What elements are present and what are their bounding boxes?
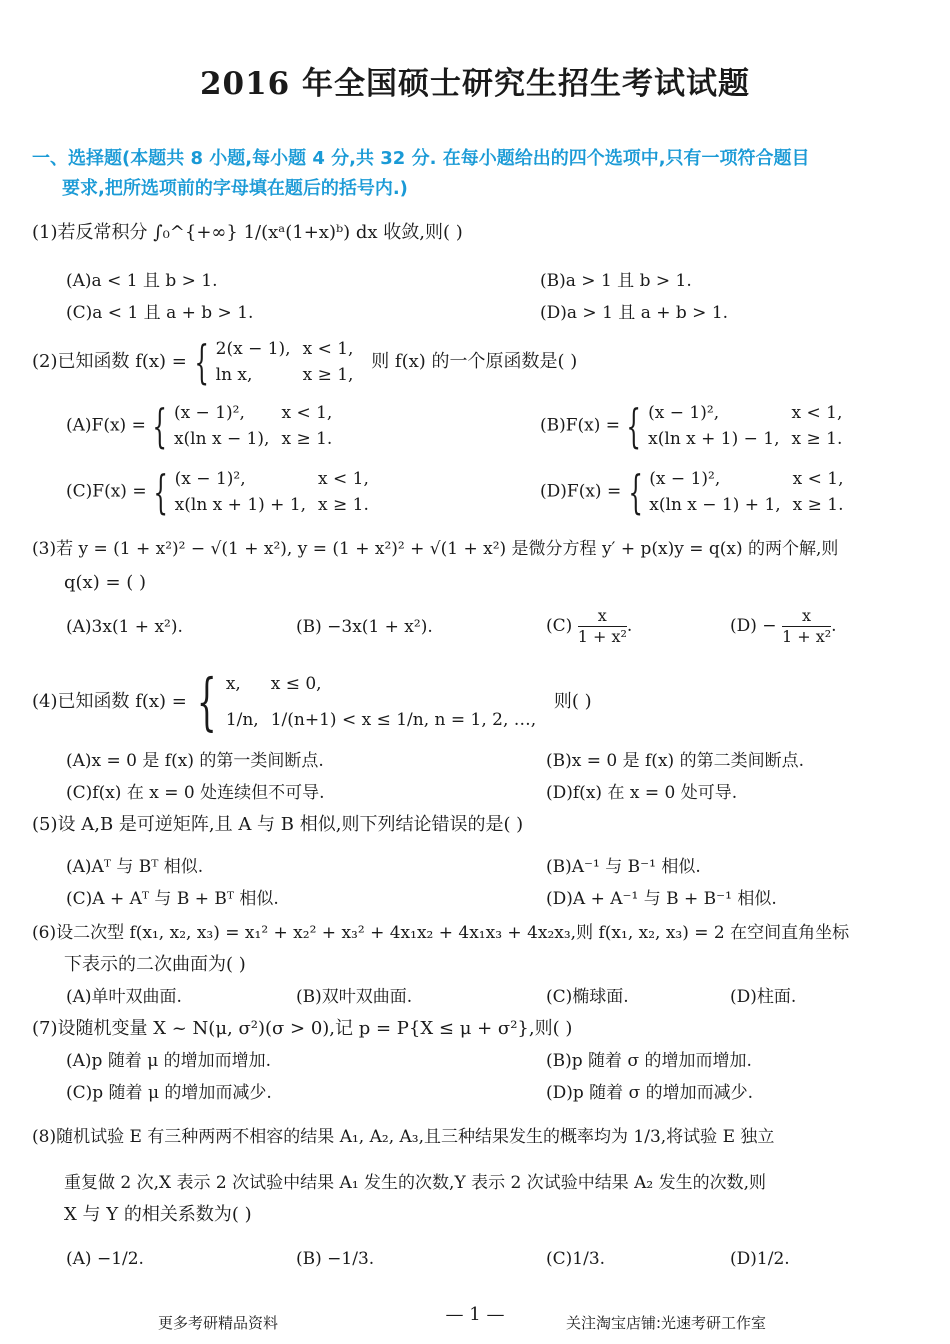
case-cond: x ≥ 1. <box>318 495 369 515</box>
q7-option-c: (C)p 随着 μ 的增加而减少. <box>66 1083 272 1103</box>
question-8-stem-line-3: X 与 Y 的相关系数为( ) <box>64 1204 252 1225</box>
question-3-stem-line-1: (3)若 y = (1 + x²)² − √(1 + x²), y = (1 + x²)² + √(1 + x²) 是微分方程 y′ + p(x)y = q(x) 的两个解,则 <box>32 539 839 559</box>
question-4-stem <box>32 666 592 738</box>
denominator: 1 + x² <box>577 627 627 646</box>
section-line-2: 要求,把所选项前的字母填在题后的括号内.) <box>62 178 408 199</box>
footer-left: 更多考研精品资料 <box>158 1314 279 1332</box>
q2-option-b <box>540 400 854 452</box>
q8-option-a: (A) −1/2. <box>66 1249 144 1269</box>
option-label: (A)F(x) = <box>66 415 146 436</box>
q8-option-c: (C)1/3. <box>546 1249 606 1269</box>
q5-option-b: (B)A⁻¹ 与 B⁻¹ 相似. <box>546 857 701 877</box>
case-expr: x(ln x + 1) − 1, <box>648 429 780 449</box>
option-label: (C) <box>546 616 573 636</box>
q2-cases <box>216 336 366 388</box>
q6-option-a: (A)单叶双曲面. <box>66 987 182 1007</box>
section-instructions <box>32 144 924 204</box>
option-cases <box>174 400 344 452</box>
fraction <box>782 606 831 647</box>
q4-prefix: (4)已知函数 f(x) = <box>32 691 187 712</box>
section-line-1: 一、选择题(本题共 8 小题,每小题 4 分,共 32 分. 在每小题给出的四个选项中,只有一项符合题目 <box>32 148 810 169</box>
numerator: x <box>578 606 627 627</box>
case-cond: x < 1, <box>281 403 333 423</box>
brace-icon: { <box>153 465 168 519</box>
case-expr: 2(x − 1), <box>215 339 291 359</box>
question-7-stem: (7)设随机变量 X ~ N(μ, σ²)(σ > 0),记 p = P{X ≤ μ + σ²},则( ) <box>32 1018 573 1039</box>
q2-option-a <box>66 400 344 452</box>
numerator: x <box>782 606 831 627</box>
brace-icon: { <box>193 335 209 389</box>
q8-option-d: (D)1/2. <box>730 1249 790 1269</box>
case-cond: x < 1, <box>792 469 844 489</box>
case-expr: (x − 1)², <box>174 469 246 489</box>
question-6-stem-line-1: (6)设二次型 f(x₁, x₂, x₃) = x₁² + x₂² + x₃² + 4x₁x₂ + 4x₁x₃ + 4x₂x₃,则 f(x₁, x₂, x₃) = 2 在空间直角坐标 <box>32 923 850 943</box>
q3-option-c: (C) $\frac{x}{\text{1 + x²}}$ . <box>546 606 633 646</box>
q4-option-a: (A)x = 0 是 f(x) 的第一类间断点. <box>66 751 324 771</box>
option-cases <box>175 466 381 518</box>
case-expr: x(ln x − 1) + 1, <box>649 495 781 515</box>
fraction <box>578 606 627 647</box>
option-label: (B)F(x) = <box>540 415 621 436</box>
q4-option-d: (D)f(x) 在 x = 0 处可导. <box>546 783 738 803</box>
question-2-stem <box>32 336 577 388</box>
case-cond: x ≥ 1. <box>281 429 333 449</box>
option-label: (D) − <box>730 616 777 636</box>
q6-option-b: (B)双叶双曲面. <box>296 987 413 1007</box>
brace-icon: { <box>626 399 642 453</box>
brace-icon: { <box>627 465 643 519</box>
case-expr: (x − 1)², <box>173 403 245 423</box>
case-cond: x ≥ 1. <box>792 495 844 515</box>
case-cond: x ≥ 1, <box>302 365 354 385</box>
q3-option-a: (A)3x(1 + x²). <box>66 617 183 637</box>
option-label: (C)F(x) = <box>66 481 147 502</box>
case-expr: (x − 1)², <box>648 403 720 423</box>
q6-option-d: (D)柱面. <box>730 987 797 1007</box>
q3-option-b: (B) −3x(1 + x²). <box>296 617 433 637</box>
q4-option-c: (C)f(x) 在 x = 0 处连续但不可导. <box>66 783 325 803</box>
footer-right: 关注淘宝店铺:光速考研工作室 <box>566 1314 767 1332</box>
case-cond: 1/(n+1) < x ≤ 1/n, n = 1, 2, …, <box>270 710 537 730</box>
page-title: 2016 年全国硕士研究生招生考试试题 <box>199 66 751 102</box>
q1-option-b: (B)a > 1 且 b > 1. <box>540 271 692 291</box>
option-cases <box>649 466 855 518</box>
question-8-stem-line-2: 重复做 2 次,X 表示 2 次试验中结果 A₁ 发生的次数,Y 表示 2 次试验中结果 A₂ 发生的次数,则 <box>64 1173 767 1193</box>
q2-option-c <box>66 466 381 518</box>
brace-icon: { <box>152 399 168 453</box>
case-cond: x ≥ 1. <box>791 429 843 449</box>
q1-option-c: (C)a < 1 且 a + b > 1. <box>66 303 254 323</box>
q7-option-a: (A)p 随着 μ 的增加而增加. <box>66 1051 272 1071</box>
question-8-stem-line-1: (8)随机试验 E 有三种两两不相容的结果 A₁, A₂, A₃,且三种结果发生的概率均为 1/3,将试验 E 独立 <box>32 1127 775 1147</box>
case-expr: x(ln x − 1), <box>173 429 270 449</box>
page-number: — 1 — <box>445 1304 505 1325</box>
case-expr: (x − 1)², <box>649 469 721 489</box>
case-cond: x ≤ 0, <box>270 674 322 694</box>
q5-option-d: (D)A + A⁻¹ 与 B + B⁻¹ 相似. <box>546 889 777 909</box>
q4-cases <box>226 666 548 738</box>
q5-option-c: (C)A + Aᵀ 与 B + Bᵀ 相似. <box>66 889 279 909</box>
question-1-stem: (1)若反常积分 ∫₀^{+∞} 1/(xᵃ(1+x)ᵇ) dx 收敛,则( ) <box>32 222 463 243</box>
q4-option-b: (B)x = 0 是 f(x) 的第二类间断点. <box>546 751 804 771</box>
case-expr: 1/n, <box>225 710 259 730</box>
q2-option-d <box>540 466 856 518</box>
brace-icon: { <box>196 665 217 738</box>
q6-option-c: (C)椭球面. <box>546 987 629 1007</box>
option-cases <box>648 400 854 452</box>
case-expr: x, <box>225 674 241 694</box>
question-6-stem-line-2: 下表示的二次曲面为( ) <box>64 954 246 975</box>
denominator: 1 + x² <box>781 627 832 646</box>
q5-option-a: (A)Aᵀ 与 Bᵀ 相似. <box>66 857 204 877</box>
q2-suffix: 则 f(x) 的一个原函数是( ) <box>371 351 578 372</box>
case-cond: x < 1, <box>318 469 369 489</box>
option-label: (D)F(x) = <box>540 481 622 502</box>
case-expr: ln x, <box>215 365 253 385</box>
q8-option-b: (B) −1/3. <box>296 1249 375 1269</box>
case-expr: x(ln x + 1) + 1, <box>174 495 307 515</box>
q1-option-a: (A)a < 1 且 b > 1. <box>66 271 218 291</box>
case-cond: x < 1, <box>302 339 354 359</box>
q3-option-d: (D) − $\frac{x}{\text{1 + x²}}$ . <box>730 606 837 646</box>
q7-option-b: (B)p 随着 σ 的增加而增加. <box>546 1051 752 1071</box>
q7-option-d: (D)p 随着 σ 的增加而减少. <box>546 1083 753 1103</box>
case-cond: x < 1, <box>791 403 843 423</box>
question-5-stem: (5)设 A,B 是可逆矩阵,且 A 与 B 相似,则下列结论错误的是( ) <box>32 814 524 835</box>
q4-suffix: 则( ) <box>553 691 592 712</box>
q1-option-d: (D)a > 1 且 a + b > 1. <box>540 303 729 323</box>
q2-prefix: (2)已知函数 f(x) = <box>32 351 187 372</box>
question-3-stem-line-2: q(x) = ( ) <box>64 572 147 593</box>
